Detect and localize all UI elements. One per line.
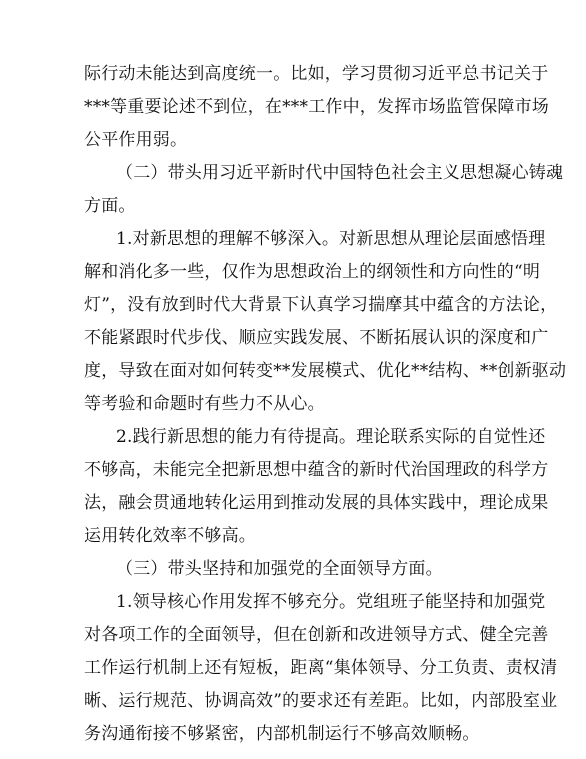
text-line-15: 运用转化效率不够高。 <box>84 526 256 546</box>
text-line-14: 法，融会贯通地转化运用到推动发展的具体实践中，理论成果 <box>84 493 549 513</box>
text-line-3: 公平作用弱。 <box>84 130 188 150</box>
text-line-1: 际行动未能达到高度统一。比如，学习贯彻习近平总书记关于 <box>84 64 549 84</box>
text-line-2: ***等重要论述不到位，在***工作中，发挥市场监管保障市场 <box>84 97 549 117</box>
text-line-5: 方面。 <box>84 196 136 216</box>
text-line-20: 晰、运行规范、协调高效”的要求还有差距。比如，内部股室业 <box>84 691 558 711</box>
text-line-19: 工作运行机制上还有短板，距离“集体领导、分工负责、责权清 <box>84 658 558 678</box>
text-line-9: 不能紧跟时代步伐、顺应实践发展、不断拓展认识的深度和广 <box>84 328 549 348</box>
text-line-21: 务沟通衔接不够紧密，内部机制运行不够高效顺畅。 <box>84 724 480 744</box>
paragraph-2-start: 2.践行新思想的能力有待提高。理论联系实际的自觉性还 <box>116 427 546 447</box>
section-heading-3: （三）带头坚持和加强党的全面领导方面。 <box>116 559 443 579</box>
text-line-13: 不够高，未能完全把新思想中蕴含的新时代治国理政的科学方 <box>84 460 549 480</box>
text-line-8: 灯”，没有放到时代大背景下认真学习揣摩其中蕴含的方法论， <box>84 295 558 315</box>
text-line-18: 对各项工作的全面领导，但在创新和改进领导方式、健全完善 <box>84 625 549 645</box>
text-line-11: 等考验和命题时有些力不从心。 <box>84 394 325 414</box>
text-line-10: 度，导致在面对如何转变**发展模式、优化**结构、**创新驱动 <box>84 361 567 381</box>
paragraph-1-start: 1.对新思想的理解不够深入。对新思想从理论层面感悟理 <box>116 229 546 249</box>
text-line-7: 解和消化多一些，仅作为思想政治上的纲领性和方向性的“明 <box>84 262 541 282</box>
paragraph-3-start: 1.领导核心作用发挥不够充分。党组班子能坚持和加强党 <box>116 592 546 612</box>
section-heading-2: （二）带头用习近平新时代中国特色社会主义思想凝心铸魂 <box>116 163 564 183</box>
